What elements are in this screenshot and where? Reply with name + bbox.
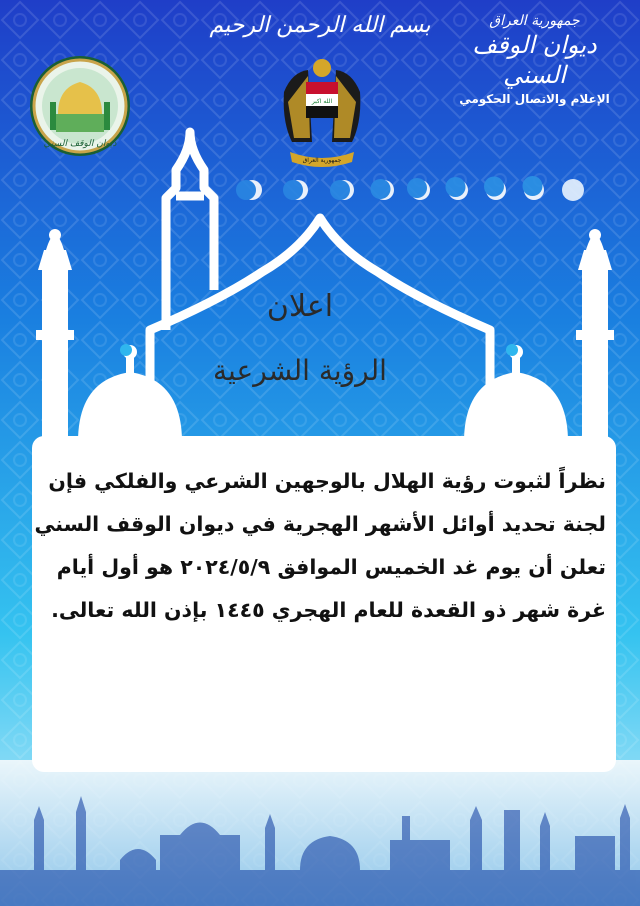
body-line: غرة شهر ذو القعدة للعام الهجري ١٤٤٥ بإذن الله تعالى. — [51, 598, 606, 622]
body-line: لجنة تحديد أوائل الأشهر الهجرية في ديوان الوقف السني — [34, 512, 606, 536]
office-name: ديوان الوقف السني — [472, 31, 597, 89]
svg-text:جمهورية العراق: جمهورية العراق — [302, 157, 342, 164]
svg-text:الله اكبر: الله اكبر — [311, 98, 333, 105]
media-dept-label: الإعلام والاتصال الحكومي — [459, 92, 610, 106]
body-line: نظراً لثبوت رؤية الهلال بالوجهين الشرعي والفلكي فإن — [48, 469, 606, 493]
svg-text:ديوان الوقف السني: ديوان الوقف السني — [43, 139, 117, 149]
announcement-body — [36, 460, 606, 632]
body-line: تعلن أن يوم غد الخميس الموافق ٢٠٢٤/٥/٩ هو أول أيام — [56, 555, 606, 579]
ministry-logo-text — [447, 12, 622, 108]
basmala-title: بسم الله الرحمن الرحيم — [209, 13, 431, 38]
announcement-headline: اعلان — [266, 289, 334, 324]
announcement-subhead: الرؤية الشرعية — [213, 354, 387, 387]
republic-label: جمهورية العراق — [489, 13, 580, 29]
sunni-endowment-logo — [30, 56, 130, 156]
